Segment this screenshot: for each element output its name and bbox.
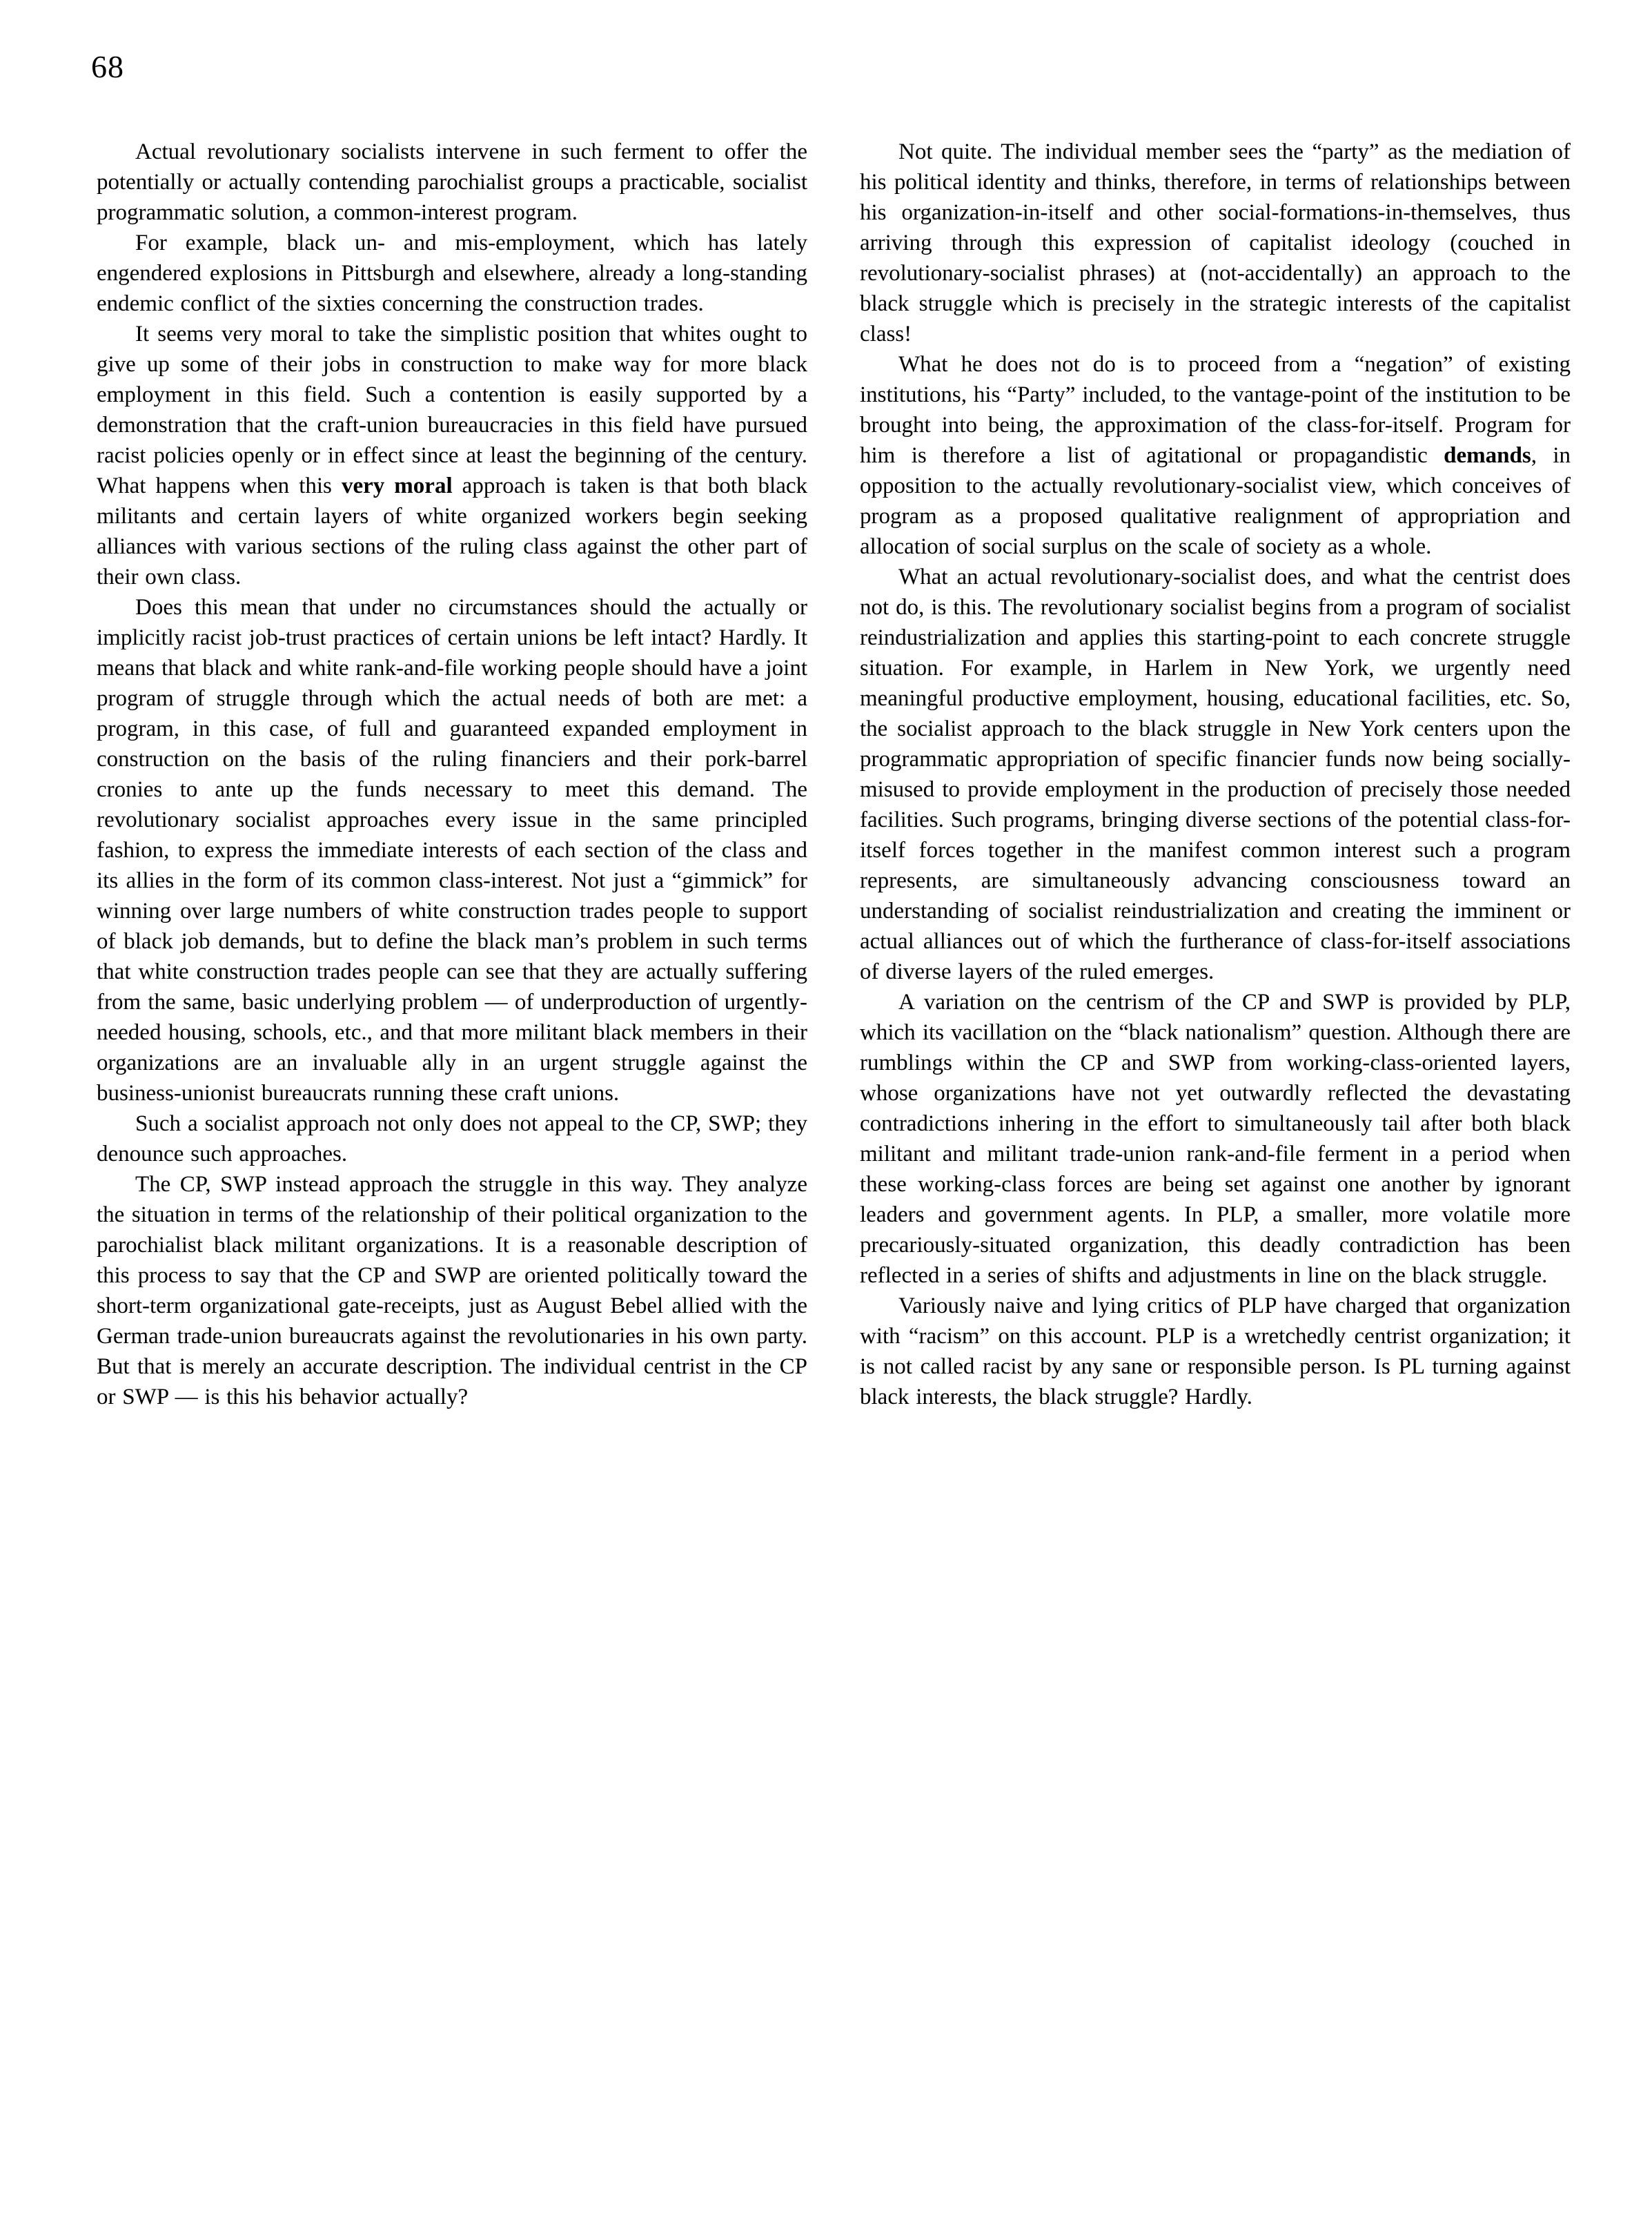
- paragraph-right-1: Not quite. The individual member sees the “party” as the mediation of his political identity and thinks, therefore, in terms of relationships between his organization-in-itself and other social-formations-in-themselves, thus arriving through this expression of capitalist ideology (couched in revolutionary-socialist phrases) at (not-accidentally) an approach to the black struggle which is precisely in the strategic interests of the capitalist class!: [860, 139, 1571, 346]
- paragraph-left-2: For example, black un- and mis-employment, which has lately engendered explosions in Pittsburgh and elsewhere, already a long-standing endemic conflict of the sixties concerning the construction trades.: [97, 231, 807, 316]
- paragraph-right-3: What an actual revolutionary-socialist does, and what the centrist does not do, is this. The revolutionary socialist begins from a program of socialist reindustrialization and applies this starting-point to each concrete struggle situation. For example, in Harlem in New York, we urgently need meaningful productive employment, housing, educational facilities, etc. So, the socialist approach to the black struggle in New York centers upon the programmatic appropriation of specific financier funds now being socially-misused to provide employment in the production of precisely those needed facilities. Such programs, bringing diverse sections of the potential class-for-itself forces together in the manifest common interest such a program represents, are simultaneously advancing consciousness toward an understanding of socialist reindustrialization and creating the imminent or actual alliances out of which the furtherance of class-for-itself associations of diverse layers of the ruled emerges.: [860, 565, 1571, 984]
- right-column: [860, 137, 1571, 1412]
- bold-phrase: demands: [1444, 443, 1531, 468]
- paragraph-left-6: The CP, SWP instead approach the struggle in this way. They analyze the situation in terms of the relationship of their political organization to the parochialist black militant organizations. It is a reasonable description of this process to say that the CP and SWP are oriented politically toward the short-term organizational gate-receipts, just as August Bebel allied with the German trade-union bureaucrats against the revolutionaries in his own party. But that is merely an accurate description. The individual centrist in the CP or SWP — is this his behavior actually?: [97, 1172, 807, 1409]
- paragraph-right-4: A variation on the centrism of the CP and SWP is provided by PLP, which its vacillation on the “black nationalism” question. Although there are rumblings within the CP and SWP from working-class-oriented layers, whose organizations have not yet outwardly reflected the devastating contradictions inhering in the effort to simultaneously tail after both black militant and militant trade-union rank-and-file ferment in a period when these working-class forces are being set against one another by ignorant leaders and government agents. In PLP, a smaller, more volatile more precariously-situated organization, this deadly contradiction has been reflected in a series of shifts and adjustments in line on the black struggle.: [860, 990, 1571, 1288]
- text-run: approach is taken is that both black militants and certain layers of white organized workers begin seeking alliances with various sections of the ruling class against the other part of their own class.: [97, 473, 808, 589]
- paragraph-right-2: [860, 349, 1571, 562]
- page-number: 68: [91, 49, 124, 84]
- paragraph-left-5: Such a socialist approach not only does not appeal to the CP, SWP; they denounce such approaches.: [97, 1111, 807, 1166]
- bold-phrase: very moral: [341, 473, 453, 498]
- text-run: What he does not do is to proceed from a “negation” of existing institutions, his “Party” included, to the vantage-point of the institution to be brought into being, the approximation of the class-for-itself. Program for him is therefore a list of agitational or propagandistic: [860, 352, 1571, 468]
- paragraph-right-5: Variously naive and lying critics of PLP have charged that organization with “racism” on this account. PLP is a wretchedly centrist organization; it is not called racist by any sane or responsible person. Is PL turning against black interests, the black struggle? Hardly.: [860, 1293, 1571, 1409]
- paragraph-left-4: Does this mean that under no circumstances should the actually or implicitly racist job-trust practices of certain unions be left intact? Hardly. It means that black and white rank-and-file working people should have a joint program of struggle through which the actual needs of both are met: a program, in this case, of full and guaranteed expanded employment in construction on the basis of the ruling financiers and their pork-barrel cronies to ante up the funds necessary to meet this demand. The revolutionary socialist approaches every issue in the same principled fashion, to express the immediate interests of each section of the class and its allies in the form of its common class-interest. Not just a “gimmick” for winning over large numbers of white construction trades people to support of black job demands, but to define the black man’s problem in such terms that white construction trades people can see that they are actually suffering from the same, basic underlying problem — of underproduction of urgently-needed housing, schools, etc., and that more militant black members in their organizations are an invaluable ally in an urgent struggle against the business-unionist bureaucrats running these craft unions.: [97, 595, 807, 1106]
- text-run: It seems very moral to take the simplistic position that whites ought to give up some of their jobs in construction to make way for more black employment in this field. Such a contention is easily supported by a demonstration that the craft-union bureaucracies in this field have pursued racist policies openly or in effect since at least the beginning of the century. What happens when this: [97, 322, 807, 498]
- left-column: [97, 137, 807, 1412]
- paragraph-left-1: Actual revolutionary socialists intervene in such ferment to offer the potentially or actually contending parochialist groups a practicable, socialist programmatic solution, a common-interest program.: [97, 139, 807, 225]
- text-columns: [97, 137, 1571, 1412]
- paragraph-left-3: [97, 319, 807, 592]
- text-run: , in opposition to the actually revolutionary-socialist view, which conceives of program as a proposed qualitative realignment of appropriation and allocation of social surplus on the scale of society as a whole.: [860, 443, 1571, 559]
